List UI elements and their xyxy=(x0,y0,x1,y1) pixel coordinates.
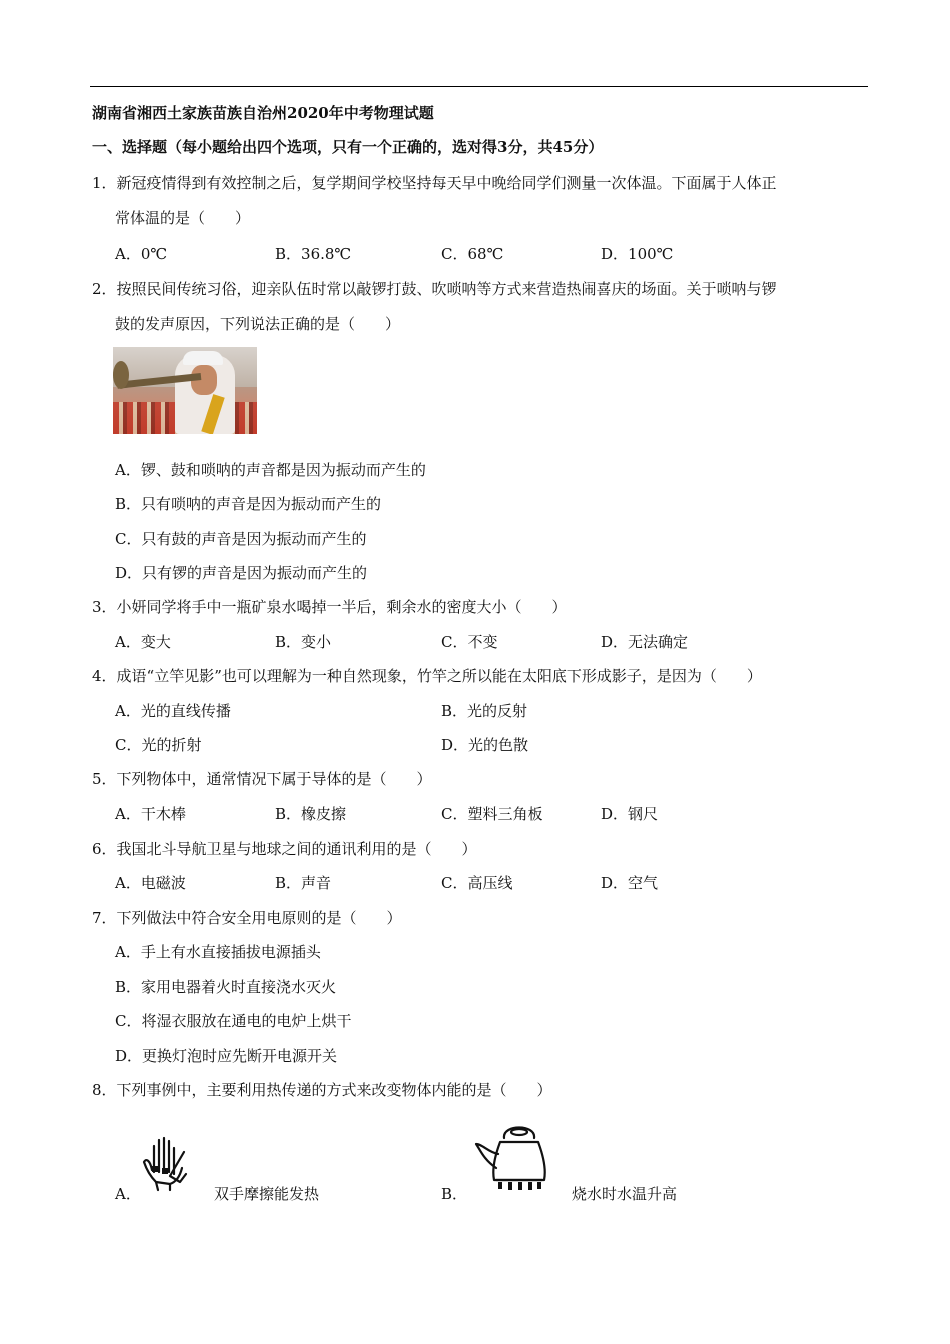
question-1-line-1: 1．新冠疫情得到有效控制之后，复学期间学校坚持每天早中晚给同学们测量一次体温。下面属于人体正 xyxy=(92,174,777,192)
question-8-option-a-text[interactable]: 双手摩擦能发热 xyxy=(214,1185,320,1203)
question-2-line-2: 鼓的发声原因，下列说法正确的是（ ） xyxy=(115,315,401,333)
question-3-option-c[interactable]: C．不变 xyxy=(441,633,498,651)
suona-player-photo xyxy=(113,347,257,434)
question-4-option-b[interactable]: B．光的反射 xyxy=(441,702,528,720)
question-5-option-d[interactable]: D．钢尺 xyxy=(601,805,659,823)
question-8: 8．下列事例中，主要利用热传递的方式来改变物体内能的是（ ） xyxy=(92,1081,552,1099)
question-2-option-c[interactable]: C．只有鼓的声音是因为振动而产生的 xyxy=(115,530,367,548)
question-2-option-b[interactable]: B．只有唢呐的声音是因为振动而产生的 xyxy=(115,495,382,513)
question-5-option-a[interactable]: A．干木棒 xyxy=(115,805,186,823)
question-6-option-a[interactable]: A．电磁波 xyxy=(115,874,186,892)
question-2-option-d[interactable]: D．只有锣的声音是因为振动而产生的 xyxy=(115,564,368,582)
question-1-option-c[interactable]: C．68℃ xyxy=(441,245,504,263)
question-7-option-c[interactable]: C．将湿衣服放在通电的电炉上烘干 xyxy=(115,1012,352,1030)
question-4: 4．成语“立竿见影”也可以理解为一种自然现象，竹竿之所以能在太阳底下形成影子，是因为（ ） xyxy=(92,667,762,685)
exam-title: 湖南省湘西土家族苗族自治州2020年中考物理试题 xyxy=(92,104,434,122)
section-heading: 一、选择题（每小题给出四个选项，只有一个正确的，选对得3分，共45分） xyxy=(92,138,604,156)
question-7: 7．下列做法中符合安全用电原则的是（ ） xyxy=(92,909,402,927)
question-8-option-a-letter[interactable]: A． xyxy=(115,1185,141,1203)
question-5: 5．下列物体中，通常情况下属于导体的是（ ） xyxy=(92,770,432,788)
question-5-option-c[interactable]: C．塑料三角板 xyxy=(441,805,543,823)
question-6-option-d[interactable]: D．空气 xyxy=(601,874,659,892)
question-6-option-b[interactable]: B．声音 xyxy=(275,874,332,892)
question-7-option-a[interactable]: A．手上有水直接插拔电源插头 xyxy=(115,943,321,961)
question-7-option-b[interactable]: B．家用电器着火时直接浇水灭火 xyxy=(115,978,337,996)
question-2-line-1: 2．按照民间传统习俗，迎亲队伍时常以敲锣打鼓、吹唢呐等方式来营造热闹喜庆的场面。关于唢呐与锣 xyxy=(92,280,777,298)
header-rule xyxy=(90,86,868,87)
question-3-option-a[interactable]: A．变大 xyxy=(115,633,171,651)
question-8-option-b-letter[interactable]: B． xyxy=(441,1185,468,1203)
question-4-option-c[interactable]: C．光的折射 xyxy=(115,736,202,754)
question-6-option-c[interactable]: C．高压线 xyxy=(441,874,513,892)
question-2-option-a[interactable]: A．锣、鼓和唢呐的声音都是因为振动而产生的 xyxy=(115,461,426,479)
question-7-option-d[interactable]: D．更换灯泡时应先断开电源开关 xyxy=(115,1047,338,1065)
question-4-option-d[interactable]: D．光的色散 xyxy=(441,736,529,754)
kettle-on-stove-icon xyxy=(474,1118,564,1198)
question-6: 6．我国北斗导航卫星与地球之间的通讯利用的是（ ） xyxy=(92,840,477,858)
question-8-option-b-text[interactable]: 烧水时水温升高 xyxy=(572,1185,678,1203)
question-5-option-b[interactable]: B．橡皮擦 xyxy=(275,805,347,823)
question-1-option-a[interactable]: A．0℃ xyxy=(115,245,168,263)
question-1-option-d[interactable]: D．100℃ xyxy=(601,245,674,263)
question-1-option-b[interactable]: B．36.8℃ xyxy=(275,245,352,263)
rubbing-hands-icon xyxy=(140,1132,196,1194)
question-1-line-2: 常体温的是（ ） xyxy=(115,209,251,227)
question-3-option-d[interactable]: D．无法确定 xyxy=(601,633,689,651)
question-4-option-a[interactable]: A．光的直线传播 xyxy=(115,702,231,720)
question-3-option-b[interactable]: B．变小 xyxy=(275,633,332,651)
question-3: 3．小妍同学将手中一瓶矿泉水喝掉一半后，剩余水的密度大小（ ） xyxy=(92,598,567,616)
